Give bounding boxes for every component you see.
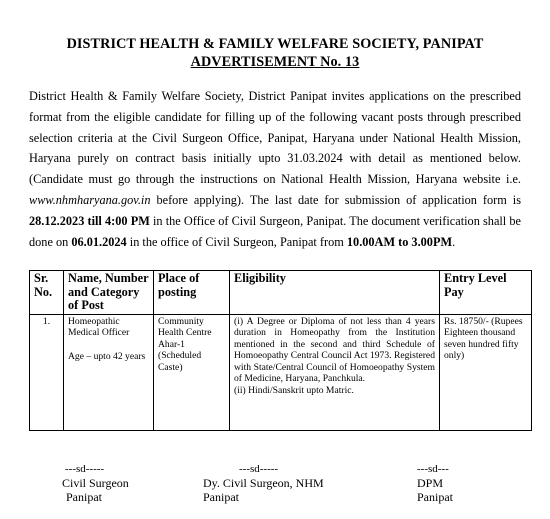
- cell-eligibility: [230, 314, 440, 430]
- body-text-2: before applying). The last date for submission of application form is: [150, 192, 521, 207]
- advertisement-number: ADVERTISEMENT No. 13: [190, 54, 360, 70]
- signature-place: Panipat: [203, 490, 239, 504]
- signature-title: Civil Surgeon: [62, 476, 129, 490]
- website-link[interactable]: www.nhmharyana.gov.in: [29, 192, 151, 207]
- society-title: DISTRICT HEALTH & FAMILY WELFARE SOCIETY, PANIPAT: [66, 36, 484, 52]
- header-sr-no: Sr. No.: [30, 271, 64, 315]
- cell-sr-no: 1.: [30, 314, 64, 430]
- signature-mark: ---sd---: [417, 463, 449, 475]
- eligibility-degree: (i) A Degree or Diploma of not less than 4 years duration in Homeopathy from the Institution mentioned in the second and third Schedule of Homoeopathy Central Council Act 1973. Registered with State/Central Council of Homoeopathy System of Medicine, Haryana, Panchkula.: [234, 315, 435, 385]
- header-post-name: Name, Number and Category of Post: [64, 271, 154, 315]
- signature-title: DPM: [417, 476, 444, 490]
- verification-time: 10.00AM to 3.00PM: [346, 234, 453, 249]
- vacancy-table: [29, 270, 532, 431]
- signature-civil-surgeon: [62, 462, 129, 504]
- signature-mark: ---sd-----: [65, 463, 105, 475]
- verification-date: 06.01.2024: [71, 234, 127, 249]
- body-text-4: in the office of Civil Surgeon, Panipat from: [126, 234, 347, 249]
- signature-place: Panipat: [66, 490, 102, 504]
- signature-dpm: [417, 462, 453, 504]
- header-place: Place of posting: [154, 271, 230, 315]
- body-text-1: District Health & Family Welfare Society, District Panipat invites applications on the prescribed format from the eligible candidate for filling up of the following vacant posts through prescribed selection criteria at the Civil Surgeon Office, Panipat, Haryana under National Health Mission, Haryana purely on contract basis initially upto 31.03.2024 with detail as mentioned below. (Candidate must go through the instructions on National Health Mission, Haryana website i.e.: [29, 89, 521, 187]
- table-row: [30, 314, 532, 430]
- signature-title: Dy. Civil Surgeon, NHM: [203, 476, 324, 490]
- body-paragraph: [29, 86, 521, 252]
- signature-dy-civil-surgeon: [203, 462, 324, 504]
- body-text-5: .: [452, 234, 456, 249]
- eligibility-language: (ii) Hindi/Sanskrit upto Matric.: [234, 385, 354, 397]
- age-limit: Age – upto 42 years: [68, 350, 146, 362]
- advertisement-body: [29, 86, 521, 252]
- signature-mark: ---sd-----: [239, 463, 279, 475]
- post-name: Homeopathic Medical Officer: [68, 315, 130, 339]
- cell-post: [64, 314, 154, 430]
- table-header-row: [30, 271, 532, 315]
- signature-place: Panipat: [417, 490, 453, 504]
- last-date: 28.12.2023 till 4:00 PM: [29, 213, 150, 228]
- header-eligibility: Eligibility: [230, 271, 440, 315]
- cell-place: Community Health Centre Ahar-1 (Scheduled Caste): [154, 314, 230, 430]
- cell-pay: Rs. 18750/- (Rupees Eighteen thousand seven hundred fifty only): [440, 314, 532, 430]
- body-text-3: in the Office of Civil Surgeon, Panipat. The document verification shall be done on: [29, 213, 521, 249]
- header-pay: Entry Level Pay: [440, 271, 532, 315]
